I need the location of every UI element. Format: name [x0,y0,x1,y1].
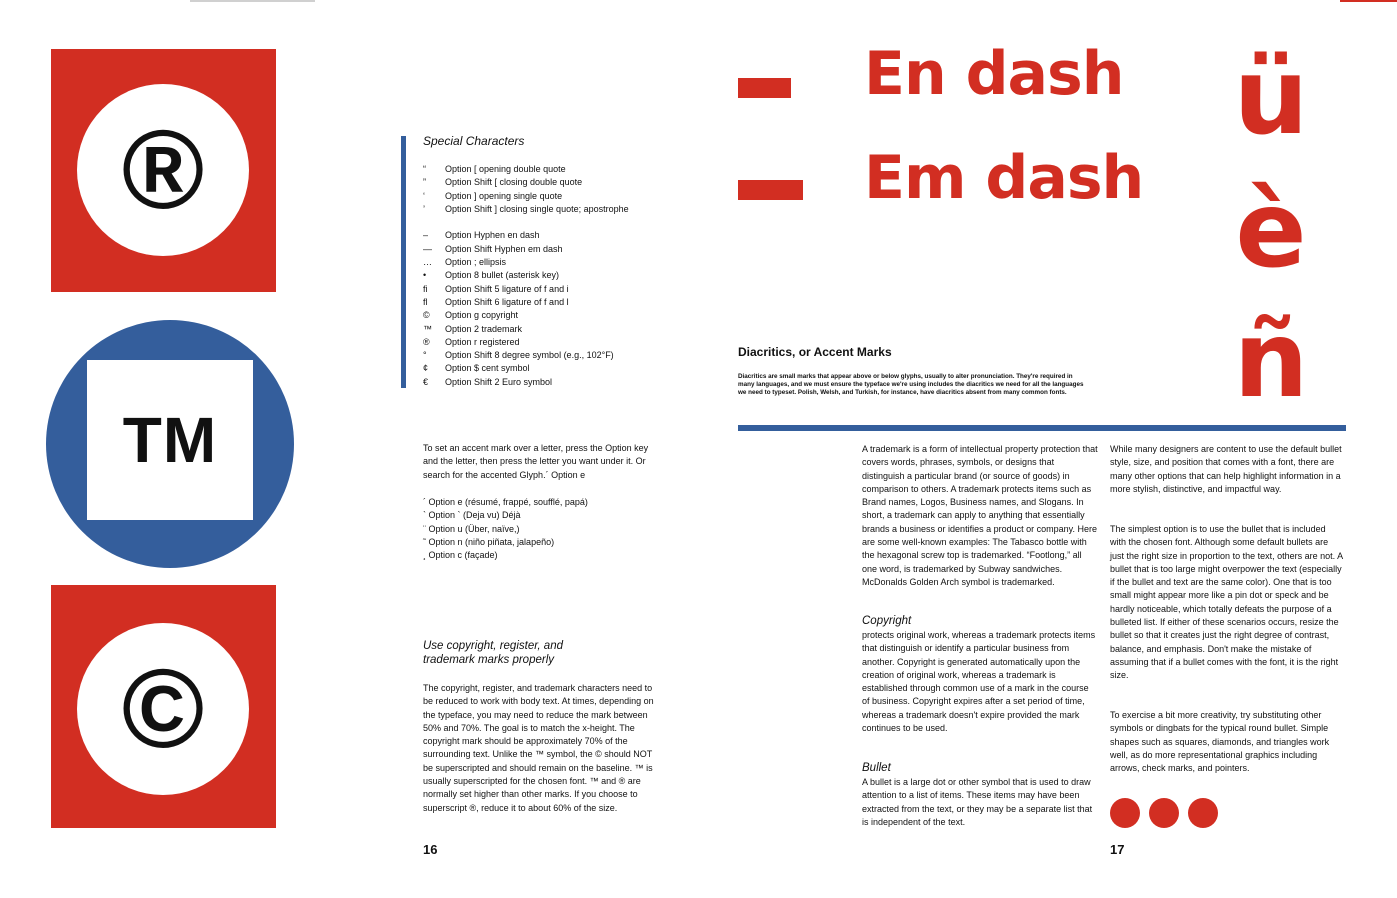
special-character-description: Option g copyright [445,310,519,321]
marks-heading-line2: trademark marks properly [423,653,555,666]
accent-list-item: ´ Option e (résumé, frappé, soufflé, papá) [423,497,588,507]
copyright-icon: © [121,646,205,771]
copyright-body: protects original work, whereas a trademark protects items that distinguish or identify a particular business from another. Copyright is generated automatically upon the creation of original work, whereas a trademark is established through common use of a mark in the course of business. Copyright expires after a set period of time, whereas a trademark doesn't expire provided the mark continues to be used. [862,630,1096,734]
u-umlaut-glyph: ü [1233,36,1309,158]
em-dash-label: Em dash [864,143,1144,213]
special-character-description: Option r registered [445,336,520,347]
accent-list-item: ¨ Option u (Über, naïve,) [423,523,520,534]
special-character-glyph: ﬁ [423,283,428,294]
copyright-heading: Copyright [862,615,912,627]
special-character-description: Option Shift [ closing double quote [445,177,583,188]
special-character-description: Option Shift Hyphen em dash [445,243,563,254]
special-character-description: Option [ opening double quote [445,164,566,174]
accent-intro: To set an accent mark over a letter, press the Option key and the letter, then press the letter you want under it. Or search for the accented Glyph.´ Option e [423,443,649,480]
special-character-glyph: ‘ [423,190,425,201]
special-character-glyph: • [423,270,427,281]
special-characters-title: Special Characters [423,134,525,148]
special-characters-rule [401,136,406,388]
n-tilde-glyph: ñ [1233,299,1309,421]
diacritics-heading: Diacritics, or Accent Marks [738,345,892,359]
diacritics-rule [738,425,1346,431]
special-character-glyph: … [423,257,432,267]
special-character-description: Option 2 trademark [445,323,523,334]
accent-list-item: ` Option ` (Deja vu) Déjà [423,510,521,521]
special-character-glyph: – [423,230,429,241]
bullet-heading: Bullet [862,762,891,774]
diacritics-body: Diacritics are small marks that appear above or below glyphs, usually to alter pronunciation. They're required in many languages, and we must ensure the typeface we're using includes the diacritics we need for all the languages we need to typeset. Polish, Welsh, and Turkish, for instance, have diacritics absent from many common fonts. [738,373,1084,397]
special-character-description: Option $ cent symbol [445,363,530,374]
top-rule-right [1340,0,1397,2]
registered-circle [77,84,249,256]
special-character-description: Option Shift 6 ligature of f and l [445,296,569,307]
special-character-glyph: ° [423,350,427,361]
special-character-description: Option ] opening single quote [445,190,563,201]
en-dash-label: En dash [864,39,1124,109]
special-character-description: Option 8 bullet (asterisk key) [445,270,560,281]
special-character-glyph: ® [423,336,430,347]
special-character-glyph: ’ [423,203,425,214]
trademark-square [87,360,253,520]
bullet-column-p1: While many designers are content to use the default bullet style, size, and position that comes with a font, there are many other options that can help highlight information in a more stylish, distinctive, and impactful way. [1110,444,1342,494]
bullet-column-p3: To exercise a bit more creativity, try substituting other symbols or dingbats for the typical round bullet. Simple shapes such as squares, diamonds, and triangles work well, as do more representational graphics including arrows, check marks, and pointers. [1110,710,1330,774]
bullet-column-p2: The simplest option is to use the bullet that is included with the chosen font. Although some default bullets are just the right size in proportion to the text, others are not. A bullet that is too large might overpower the text (especially if the bullet and text are the same color). One that is too small might appear more like a pin dot or speck and be hardly noticeable, which totally defeats the purpose of a bulleted list. If either of these scenarios occurs, resize the bullet so that it creates just the right degree of contrast, balance, and emphasis. Don't make the mistake of assuming that if a bullet comes with the font, it is the right size. [1110,524,1343,681]
bullet-body: A bullet is a large dot or other symbol that is used to draw attention to a list of items. These items may have been extracted from the text, or they may be a separate list that is independent of the text. [862,777,1093,827]
accent-list-item: ˜ Option n (niño piñata, jalapeño) [423,536,555,547]
special-character-glyph: © [423,310,430,321]
special-character-description: Option Shift 5 ligature of f and i [445,283,569,294]
trademark-icon: TM [122,404,218,476]
marks-heading [423,640,563,667]
special-character-glyph: ” [423,177,426,188]
registered-tile [51,49,276,292]
special-character-glyph: ™ [423,323,432,334]
marks-body: The copyright, register, and trademark characters need to be reduced to work with body text. At times, depending on the typeface, you may need to reduce the mark between 50% and 70%. The goal is to match the x-height. The copyright mark should be approximately 70% of the surrounding text. Unlike the ™ symbol, the © should NOT be superscripted and should remain on the baseline. ™ is usually superscripted for the chosen font. ™ and ® are normally set higher than other marks. If you choose to superscript ®, reduce it to about 60% of the size. [423,683,654,813]
trademark-body: A trademark is a form of intellectual property protection that covers words, phrases, symbols, or designs that distinguish a particular brand (or source of goods) in comparison to others. A trademark protects items such as Brand names, Logos, Business names, and Slogans. In short, a trademark can apply to anything that essentially brands a business or identifies a product or company. Here are some well-known examples: The Tabasco bottle with the hexagonal screw top is trademarked. “Footlong,” all one word, is trademarked by Subway sandwiches. McDonalds Golden Arch symbol is trademarked. [862,444,1098,587]
special-character-description: Option Hyphen en dash [445,230,540,241]
top-rule-left [190,0,315,2]
em-dash-bar [738,180,803,200]
en-dash-bar [738,78,791,98]
special-character-description: Option Shift 8 degree symbol (e.g., 102°F) [445,350,614,361]
special-character-description: Option Shift ] closing single quote; apostrophe [445,203,629,214]
marks-heading-line1: Use copyright, register, and [423,640,563,652]
copyright-circle [77,623,249,795]
page-number-left: 16 [423,842,438,857]
bullet-dot-icon [1110,798,1140,828]
registered-icon: ® [121,107,205,232]
special-character-description: Option Shift 2 Euro symbol [445,376,553,387]
e-grave-glyph: è [1235,169,1307,291]
copyright-tile [51,585,276,828]
bullet-dot-icon [1188,798,1218,828]
page-number-right: 17 [1110,842,1125,857]
special-character-description: Option ; ellipsis [445,257,507,267]
special-character-glyph: ¢ [423,363,429,374]
bullet-dot-icon [1149,798,1179,828]
special-character-glyph: ﬂ [423,296,428,307]
accent-list [423,496,661,562]
special-character-glyph: “ [423,164,426,174]
accent-list-item: ¸ Option c (façade) [423,550,498,561]
special-character-glyph: — [423,243,432,254]
special-character-glyph: € [423,376,429,387]
